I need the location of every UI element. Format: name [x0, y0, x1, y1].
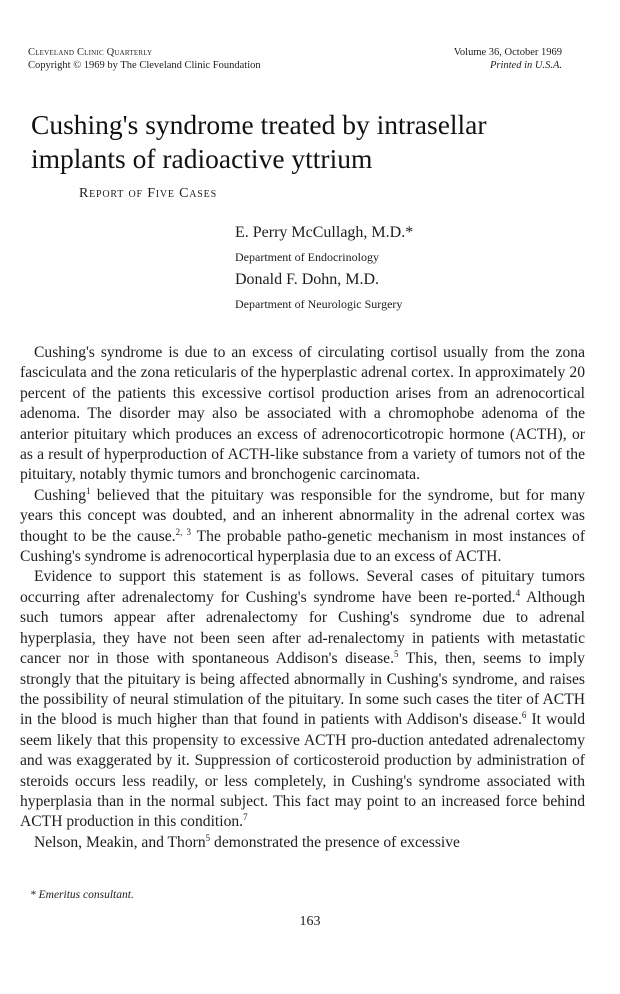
citation-ref: 7 — [243, 812, 248, 823]
author-name: E. Perry McCullagh, M.D.* — [235, 224, 414, 241]
citation-ref: 5 — [205, 832, 211, 843]
printed-line: Printed in U.S.A. — [489, 60, 562, 71]
running-header-right — [454, 46, 562, 72]
page-number: 163 — [299, 914, 321, 929]
body-paragraph: Nelson, Meakin, and Thorn$^5$ demonstrated the presence of excessive — [34, 832, 460, 851]
citation-ref: 2, 3 — [175, 526, 192, 537]
body-paragraph: Cushing's syndrome is due to an excess of circulating cortisol usually from the zona fasciculata and the zona reticularis of the hyperplastic adrenal cortex. In approximately 20 percent of the patients this excessive cortisol production arises from an adrenocortical adenoma. The disorder may also be associated with a chromophobe adenoma of the anterior pituitary which produces an excess of adrenocorticotropic hormone (ACTH), or as a result of hyperproduction of ACTH-like substance from a variety of tumors not of the pituitary, notably thymic tumors and bronchogenic carcinomata. — [20, 344, 585, 484]
citation-ref: 4 — [515, 587, 521, 598]
citation-ref: 5 — [394, 649, 399, 660]
author-name: Donald F. Dohn, M.D. — [235, 271, 380, 288]
body-paragraph: Cushing$^1$ believed that the pituitary was responsible for the syndrome, but for many years this concept was doubted, and an inherent abnormality in the adrenal cortex was thought to be the cause.$^{2, 3}$ The probable patho-genetic mechanism in most instances of Cushing's syndrome is adrenocortical hyperplasia due to an excess of ACTH. — [20, 485, 586, 566]
article-subtitle: Report of Five Cases — [79, 186, 217, 201]
copyright-line: Copyright © 1969 by The Cleveland Clinic Foundation — [28, 60, 261, 71]
citation-ref: 1 — [86, 485, 91, 496]
article-body — [20, 343, 585, 853]
title-line-2: implants of radioactive yttrium — [31, 143, 373, 174]
title-line-1: Cushing's syndrome treated by intrasellar — [31, 109, 487, 140]
volume-line: Volume 36, October 1969 — [453, 47, 562, 58]
article-title — [31, 108, 591, 176]
journal-name: Cleveland Clinic Quarterly — [28, 47, 153, 58]
author-department: Department of Neurologic Surgery — [235, 297, 403, 311]
author-department: Department of Endocrinology — [235, 250, 379, 264]
body-paragraph: Evidence to support this statement is as follows. Several cases of pituitary tumors occurring after adrenalectomy for Cushing's syndrome have been re-ported.$^4$ Although such tumors appear after adrenalectomy for Cushing's syndrome due to adrenal hyperplasia, they have not been seen after ad-renalectomy in patients with metastatic cancer nor in those with spontaneous Addison's disease.$^5$ This, then, seems to imply strongly that the pituitary is being affected abnormally in Cushing's syndrome, and raises the possibility of neural stimulation of the pituitary. In some such cases the titer of ACTH in the blood is much higher than that found in patients with Addison's disease.$^6$ It would seem likely that this propensity to excessive ACTH pro-duction antedated adrenalectomy and was exaggerated by it. Suppression of corticosteroid production by administration of steroids occurs less readily, or less completely, in Cushing's syndrome associated with hyperplasia than in the normal subject. This fact may point to an increased force behind ACTH production in this condition.$^7$ — [20, 568, 586, 831]
citation-ref: 6 — [521, 710, 527, 721]
footnote: * Emeritus consultant. — [30, 889, 134, 901]
running-header-left — [28, 46, 261, 72]
